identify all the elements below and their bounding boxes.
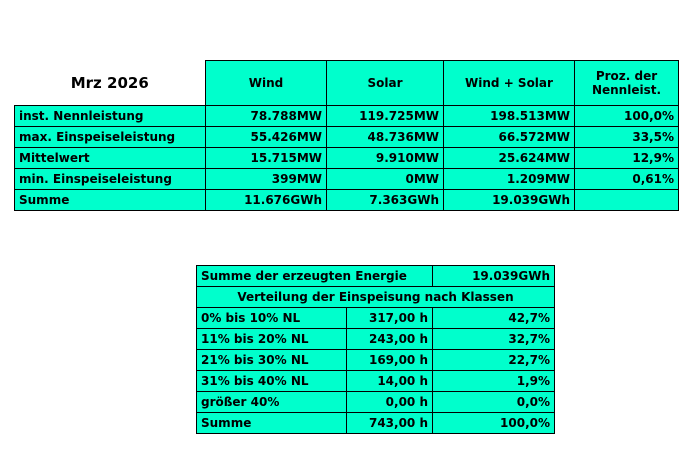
table-row <box>197 308 555 329</box>
row-label: Summe <box>15 190 206 211</box>
class-percent: 22,7% <box>433 350 555 371</box>
solar-value: 9.910MW <box>327 148 444 169</box>
energy-total-value: 19.039GWh <box>433 266 555 287</box>
summary-header-row <box>15 61 679 106</box>
hours-value: 317,00 h <box>347 308 433 329</box>
header-percent-line1: Proz. der <box>595 69 658 83</box>
table-row <box>15 148 679 169</box>
header-wind-solar: Wind + Solar <box>444 61 575 106</box>
solar-value: 48.736MW <box>327 127 444 148</box>
percent-value: 100,0% <box>575 106 679 127</box>
table-row <box>197 413 555 434</box>
hours-value: 169,00 h <box>347 350 433 371</box>
wind-value: 55.426MW <box>206 127 327 148</box>
percent-value <box>575 190 679 211</box>
summary-table <box>14 60 679 211</box>
class-label: größer 40% <box>197 392 347 413</box>
percent-value: 12,9% <box>575 148 679 169</box>
distribution-header-row <box>197 287 555 308</box>
table-row <box>197 392 555 413</box>
class-percent: 32,7% <box>433 329 555 350</box>
class-label: Summe <box>197 413 347 434</box>
sum-value: 1.209MW <box>444 169 575 190</box>
table-row <box>15 190 679 211</box>
hours-value: 743,00 h <box>347 413 433 434</box>
hours-value: 243,00 h <box>347 329 433 350</box>
class-label: 21% bis 30% NL <box>197 350 347 371</box>
solar-value: 7.363GWh <box>327 190 444 211</box>
row-label: min. Einspeiseleistung <box>15 169 206 190</box>
table-row <box>197 350 555 371</box>
sum-value: 66.572MW <box>444 127 575 148</box>
hours-value: 14,00 h <box>347 371 433 392</box>
class-percent: 1,9% <box>433 371 555 392</box>
sum-value: 19.039GWh <box>444 190 575 211</box>
class-percent: 0,0% <box>433 392 555 413</box>
class-label: 31% bis 40% NL <box>197 371 347 392</box>
wind-value: 11.676GWh <box>206 190 327 211</box>
table-row <box>15 106 679 127</box>
header-percent-nominal <box>575 61 679 106</box>
table-row <box>197 329 555 350</box>
sum-value: 198.513MW <box>444 106 575 127</box>
month-title: Mrz 2026 <box>15 61 206 106</box>
class-percent: 100,0% <box>433 413 555 434</box>
header-solar: Solar <box>327 61 444 106</box>
row-label: Mittelwert <box>15 148 206 169</box>
class-label: 0% bis 10% NL <box>197 308 347 329</box>
percent-value: 0,61% <box>575 169 679 190</box>
wind-value: 399MW <box>206 169 327 190</box>
energy-total-row <box>197 266 555 287</box>
header-percent-line2: Nennleist. <box>591 83 662 97</box>
distribution-header: Verteilung der Einspeisung nach Klassen <box>197 287 555 308</box>
energy-total-label: Summe der erzeugten Energie <box>197 266 433 287</box>
percent-value: 33,5% <box>575 127 679 148</box>
solar-value: 119.725MW <box>327 106 444 127</box>
row-label: inst. Nennleistung <box>15 106 206 127</box>
row-label: max. Einspeiseleistung <box>15 127 206 148</box>
class-percent: 42,7% <box>433 308 555 329</box>
table-row <box>197 371 555 392</box>
table-row <box>15 127 679 148</box>
table-row <box>15 169 679 190</box>
sum-value: 25.624MW <box>444 148 575 169</box>
hours-value: 0,00 h <box>347 392 433 413</box>
wind-value: 15.715MW <box>206 148 327 169</box>
distribution-table <box>196 265 555 434</box>
header-wind: Wind <box>206 61 327 106</box>
class-label: 11% bis 20% NL <box>197 329 347 350</box>
solar-value: 0MW <box>327 169 444 190</box>
wind-value: 78.788MW <box>206 106 327 127</box>
